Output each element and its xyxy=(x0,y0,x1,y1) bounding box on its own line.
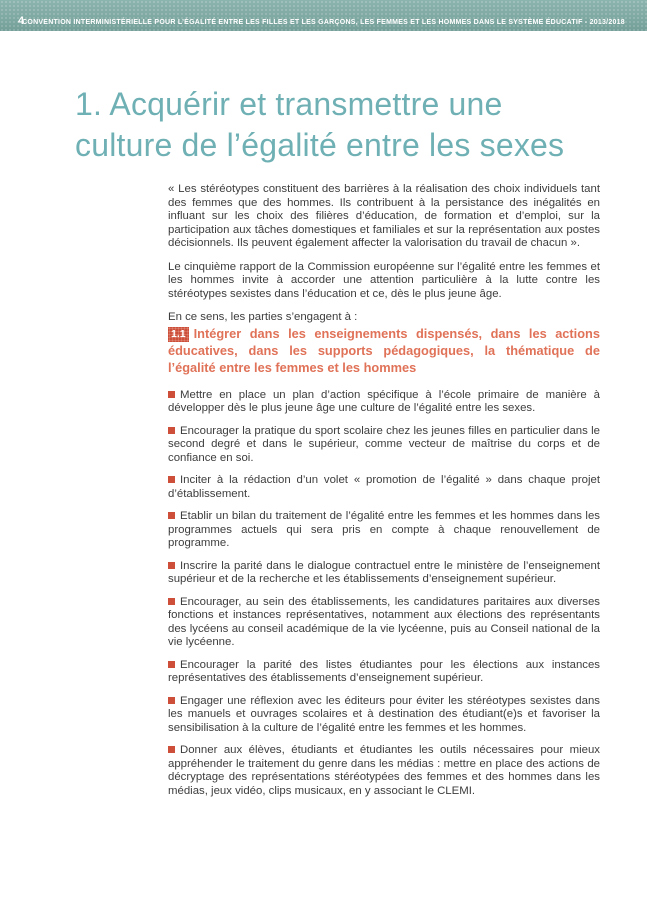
square-bullet-icon xyxy=(168,661,175,668)
chapter-title xyxy=(75,84,647,166)
page-number: 4 xyxy=(18,15,25,27)
bullet-text: Engager une réflexion avec les éditeurs pour éviter les stéréotypes sexistes dans les manuels et ouvrages scolaires et à destination des étudiant(e)s et favoriser la sensibilisation à la culture de l’égalité entre les femmes et les hommes. xyxy=(168,694,600,734)
header-title: CONVENTION INTERMINISTÉRIELLE POUR L’ÉGALITÉ ENTRE LES FILLES ET LES GARÇONS, LES FEMMES ET LES HOMMES DANS LE SYSTÈME ÉDUCATIF - 2013/2018 xyxy=(22,19,625,26)
quote-paragraph: « Les stéréotypes constituent des barrières à la réalisation des choix individuels tant des femmes que des hommes. Ils contribuent à la persistance des inégalités en influant sur les choix des filières d’éducation, de formation et d’emploi, sur la participation aux tâches domestiques et familiales et sur la représentation aux postes décisionnels. Ils peuvent également affecter la valorisation du travail de chacun ». xyxy=(168,183,600,249)
bullet-text: Etablir un bilan du traitement de l’égalité entre les femmes et les hommes dans les programmes actuels qui sera pris en compte à chaque renouvellement de programme. xyxy=(168,510,600,549)
chapter-title-line2: culture de l’égalité entre les sexes xyxy=(75,127,565,163)
bullet-item xyxy=(168,510,600,551)
bullet-text: Donner aux élèves, étudiants et étudiantes les outils nécessaires pour mieux appréhender le traitement du genre dans les médias : mettre en place des actions de décryptage des représentations stéréotypées des femmes et des hommes dans les médias, jeux vidéo, clips musicaux, en y associant le CLEMI. xyxy=(168,744,600,797)
bullet-text: Encourager la parité des listes étudiantes pour les élections aux instances représentatives des établissements d’enseignement supérieur. xyxy=(168,658,600,684)
lead-in-paragraph: En ce sens, les parties s’engagent à : xyxy=(168,311,358,323)
bullet-item xyxy=(168,659,600,686)
bullet-text: Encourager la pratique du sport scolaire chez les jeunes filles en particulier dans le second degré et dans le supérieur, comme vecteur de maîtrise du corps et de confiance en soi. xyxy=(168,424,600,464)
square-bullet-icon xyxy=(168,598,175,605)
square-bullet-icon xyxy=(168,512,175,519)
bullet-item xyxy=(168,596,600,650)
section-heading-text: Intégrer dans les enseignements dispensés, dans les actions éducatives, dans les supports pédagogiques, la thématique de l’égalité entre les femmes et les hommes xyxy=(168,325,600,375)
bullet-text: Inscrire la parité dans le dialogue contractuel entre le ministère de l’enseignement supérieur et de la recherche et les établissements d’enseignement supérieur. xyxy=(168,559,600,585)
square-bullet-icon xyxy=(168,697,175,704)
body-column xyxy=(168,183,600,798)
bullet-text: Encourager, au sein des établissements, les candidatures paritaires aux diverses fonctions et instances représentatives, notamment aux élections des représentants des lycéens au conseil académique de la vie lycéenne, puis au Conseil national de la vie lycéenne. xyxy=(168,595,600,648)
chapter-title-line1: 1. Acquérir et transmettre une xyxy=(75,86,503,122)
bullet-item xyxy=(168,560,600,587)
section-heading xyxy=(168,325,600,376)
bullet-item xyxy=(168,744,600,798)
page-header-band xyxy=(0,0,647,31)
bullet-item xyxy=(168,425,600,466)
bullet-item xyxy=(168,389,600,416)
bullet-text: Inciter à la rédaction d’un volet « promotion de l’égalité » dans chaque projet d’établissement. xyxy=(168,474,600,500)
square-bullet-icon xyxy=(168,562,175,569)
square-bullet-icon xyxy=(168,391,175,398)
action-list xyxy=(168,389,600,799)
intro-paragraph: Le cinquième rapport de la Commission européenne sur l’égalité entre les femmes et les hommes invite à accorder une attention particulière à la lutte contre les stéréotypes sexistes dans l’éducation et ce, dès le plus jeune âge. xyxy=(168,260,600,300)
bullet-text: Mettre en place un plan d’action spécifique à l’école primaire de manière à développer dès le plus jeune âge une culture de l’égalité entre les sexes. xyxy=(168,388,600,414)
bullet-item xyxy=(168,695,600,736)
square-bullet-icon xyxy=(168,746,175,753)
section-number-badge: 1.1 xyxy=(168,327,189,342)
bullet-item xyxy=(168,474,600,501)
square-bullet-icon xyxy=(168,427,175,434)
square-bullet-icon xyxy=(168,476,175,483)
